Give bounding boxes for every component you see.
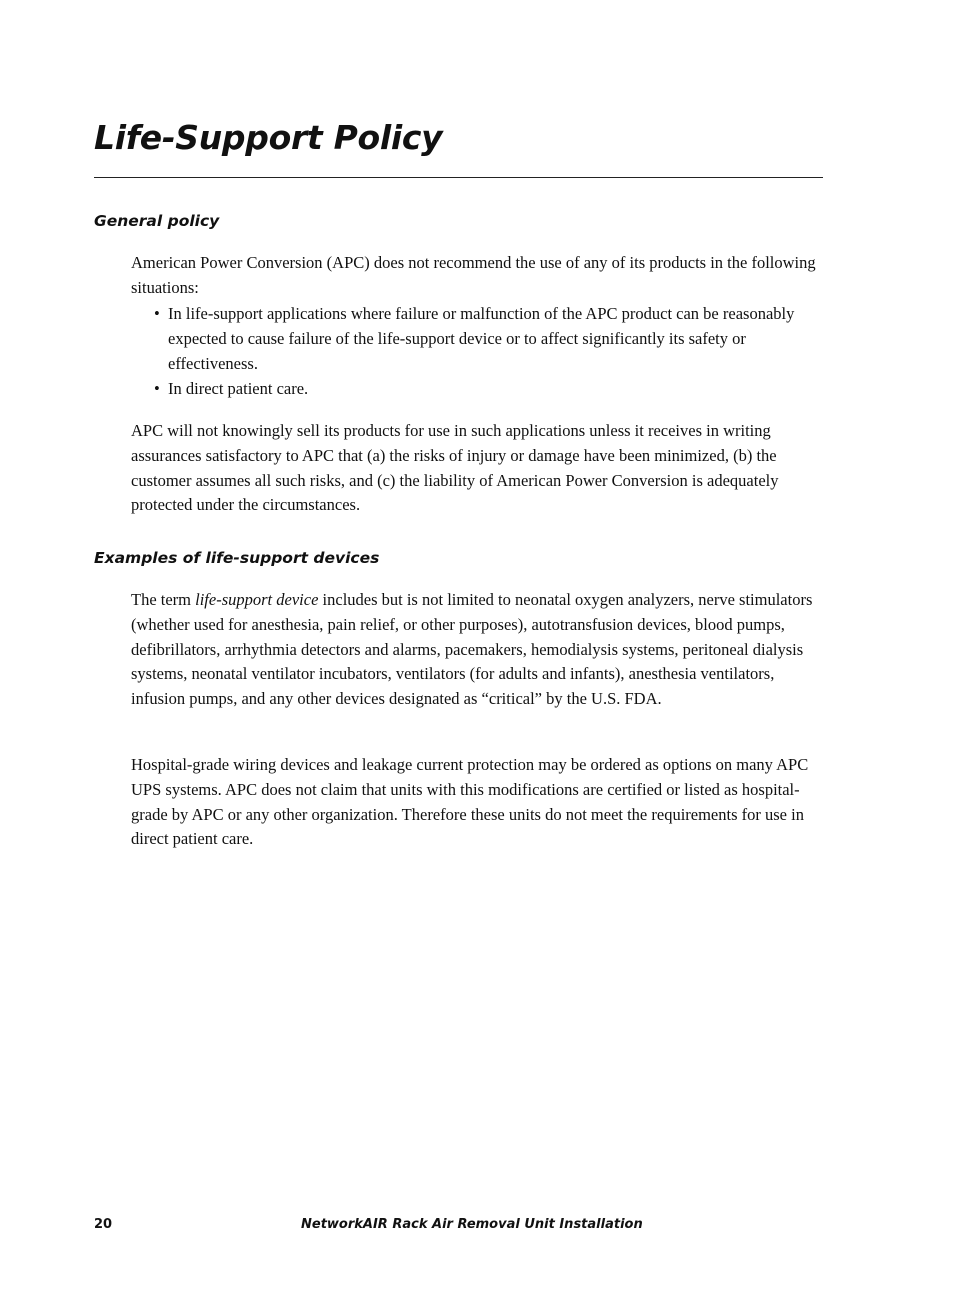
list-item-text: In life-support applications where failure or malfunction of the APC product can be reasonably expected to cause failure of the life-support device or to affect significantly its safety or effectiveness. <box>168 304 795 373</box>
footer-document-title: NetworkAIR Rack Air Removal Unit Installation <box>301 1217 643 1232</box>
list-item-text: In direct patient care. <box>168 379 309 399</box>
footer-page-number: 20 <box>94 1217 113 1232</box>
examples-paragraph <box>131 588 823 712</box>
general-policy-intro: American Power Conversion (APC) does not recommend the use of any of its products in the following situations: <box>131 253 816 297</box>
title-rule <box>94 177 823 178</box>
general-policy-paragraph: APC will not knowingly sell its products for use in such applications unless it receives in writing assurances satisfactory to APC that (a) the risks of injury or damage have been minimized, (b) the customer assumes all such risks, and (c) the liability of American Power Conversion is adequately protected under the circumstances. <box>131 421 779 515</box>
examples-prefix: The term <box>131 590 196 609</box>
bullet-icon: • <box>154 379 160 399</box>
section-heading-general-policy: General policy <box>94 212 220 230</box>
list-item <box>131 302 823 376</box>
list-item <box>131 377 823 402</box>
page-title: Life-Support Policy <box>94 118 443 157</box>
situations-list <box>131 302 823 403</box>
section-heading-examples: Examples of life-support devices <box>94 549 380 567</box>
life-support-device-term: life-support device <box>195 590 319 609</box>
bullet-icon: • <box>154 304 160 323</box>
examples-rest: includes but is not limited to neonatal oxygen analyzers, nerve stimulators (whether used for anesthesia, pain relief, or other purposes), autotransfusion devices, blood pumps, defibrillators, arrhythmia detectors and alarms, pacemakers, hemodialysis systems, peritoneal dialysis systems, neonatal ventilator incubators, ventilators (for adults and infants), anesthesia ventilators, infusion pumps, and any other devices designated as “critical” by the U.S. FDA. <box>131 590 813 709</box>
hospital-grade-paragraph: Hospital-grade wiring devices and leakage current protection may be ordered as options on many APC UPS systems. APC does not claim that units with this modifications are certified or listed as hospital-grade by APC or any other organization. Therefore these units do not meet the requirements for use in direct patient care. <box>131 755 809 849</box>
